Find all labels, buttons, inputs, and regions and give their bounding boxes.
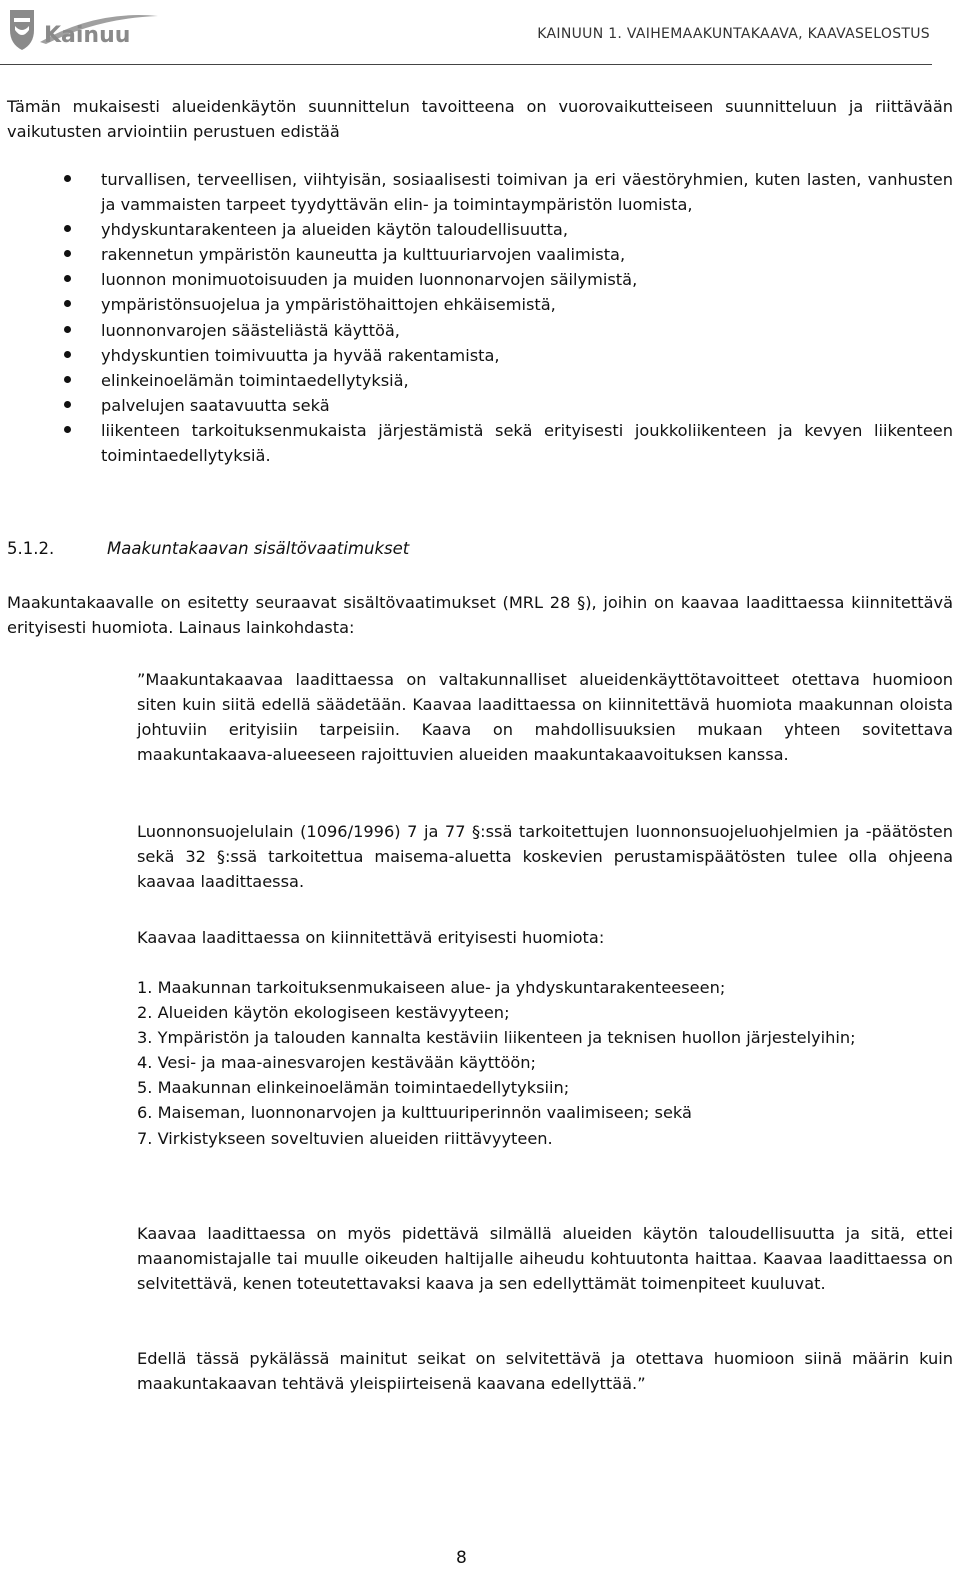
section-number: 5.1.2. [7,539,55,558]
quote-paragraph-4: Kaavaa laadittaessa on myös pidettävä silmällä alueiden käytön taloudellisuutta ja sitä, ettei maanomistajalle tai muulle oikeuden haltijalle aiheudu kohtuutonta haittaa. Kaavaa laadittaessa on selvitettävä, kenen toteutettavaksi kaava ja sen edellyttämät toimenpiteet kuuluvat. [137,1224,953,1294]
bullet-icon [64,175,71,182]
bullet-icon [64,351,71,358]
list-item: 5. Maakunnan elinkeinoelämän toimintaedellytyksiin; [137,1078,570,1098]
goals-bullet-list [0,167,960,468]
list-item: 1. Maakunnan tarkoituksenmukaiseen alue- ja yhdyskuntarakenteeseen; [137,978,726,997]
intro-paragraph: Tämän mukaisesti alueidenkäytön suunnittelun tavoitteena on vuorovaikutteiseen suunnitteluun ja riittävään vaikutusten arviointiin perustuen edistää [7,97,953,142]
list-item: 3. Ympäristön ja talouden kannalta kestäviin liikenteen ja teknisen huollon järjestelyihin; [137,1028,856,1048]
bullet-icon [64,376,71,383]
quote-paragraph-1: ”Maakuntakaavaa laadittaessa on valtakunnalliset alueidenkäyttötavoitteet otettava huomioon siten kuin siitä edellä säädetään. Kaavaa laadittaessa on kiinnitettävä huomiota maakunnan oloista johtuviin erityisiin tarpeisiin. Kaava on mahdollisuuksien mukaan yhteen sovitettava maakuntakaava-alueeseen rajoittuvien alueiden maakuntakaavoituksen kanssa. [137,670,953,765]
bullet-icon [64,275,71,282]
kainuu-logo [6,4,166,60]
list-item: yhdyskuntarakenteen ja alueiden käytön taloudellisuutta, [0,217,953,242]
bullet-icon [64,300,71,307]
list-item: 4. Vesi- ja maa-ainesvarojen kestävään käyttöön; [137,1053,537,1073]
quote-paragraph-5: Edellä tässä pykälässä mainitut seikat on selvitettävä ja otettava huomioon siinä määrin kuin maakuntakaavan tehtävä yleispiirteisenä kaavana edellyttää.” [137,1349,953,1394]
quote-paragraph-3: Kaavaa laadittaessa on kiinnitettävä erityisesti huomiota: [137,928,605,947]
list-item: ympäristönsuojelua ja ympäristöhaittojen ehkäisemistä, [0,292,953,317]
list-item: rakennetun ympäristön kauneutta ja kulttuuriarvojen vaalimista, [0,242,953,267]
logo-wordmark: Kainuu [44,23,131,48]
list-item: palvelujen saatavuutta sekä [0,393,953,418]
list-item: liikenteen tarkoituksenmukaista järjestämistä sekä erityisesti joukkoliikenteen ja kevyen liikenteen toimintaedellytyksiä. [0,418,953,468]
bullet-icon [64,225,71,232]
quote-paragraph-2: Luonnonsuojelulain (1096/1996) 7 ja 77 §:ssä tarkoitettujen luonnonsuojeluohjelmien ja -päätösten sekä 32 §:ssä tarkoitettua maisema-aluetta koskevien perustamispäätösten tulee olla ohjeena kaavaa laadittaessa. [137,822,953,892]
list-item: elinkeinoelämän toimintaedellytyksiä, [0,368,953,393]
bullet-icon [64,401,71,408]
list-item: yhdyskuntien toimivuutta ja hyvää rakentamista, [0,343,953,368]
header-divider [0,64,932,65]
requirements-numbered-list [137,975,953,1151]
list-item: luonnon monimuotoisuuden ja muiden luonnonarvojen säilymistä, [0,267,953,292]
bullet-icon [64,426,71,433]
section-title: Maakuntakaavan sisältövaatimukset [107,539,410,558]
document-title: KAINUUN 1. VAIHEMAAKUNTAKAAVA, KAAVASELOSTUS [537,26,930,42]
body-paragraph: Maakuntakaavalle on esitetty seuraavat sisältövaatimukset (MRL 28 §), joihin on kaavaa laadittaessa kiinnitettävä erityisesti huomiota. Lainaus lainkohdasta: [7,593,953,638]
section-heading [7,539,409,558]
bullet-icon [64,250,71,257]
page-number: 8 [456,1548,467,1568]
bullet-icon [64,326,71,333]
list-item: turvallisen, terveellisen, viihtyisän, sosiaalisesti toimivan ja eri väestöryhmien, kuten lasten, vanhusten ja vammaisten tarpeet tyydyttävän elin- ja toimintaympäristön luomista, [0,167,953,217]
page-header [0,0,960,66]
list-item: luonnonvarojen säästeliästä käyttöä, [0,318,953,343]
list-item: 6. Maiseman, luonnonarvojen ja kulttuuriperinnön vaalimiseen; sekä [137,1103,692,1123]
list-item: 2. Alueiden käytön ekologiseen kestävyyteen; [137,1003,510,1023]
list-item: 7. Virkistykseen soveltuvien alueiden riittävyyteen. [137,1128,553,1148]
